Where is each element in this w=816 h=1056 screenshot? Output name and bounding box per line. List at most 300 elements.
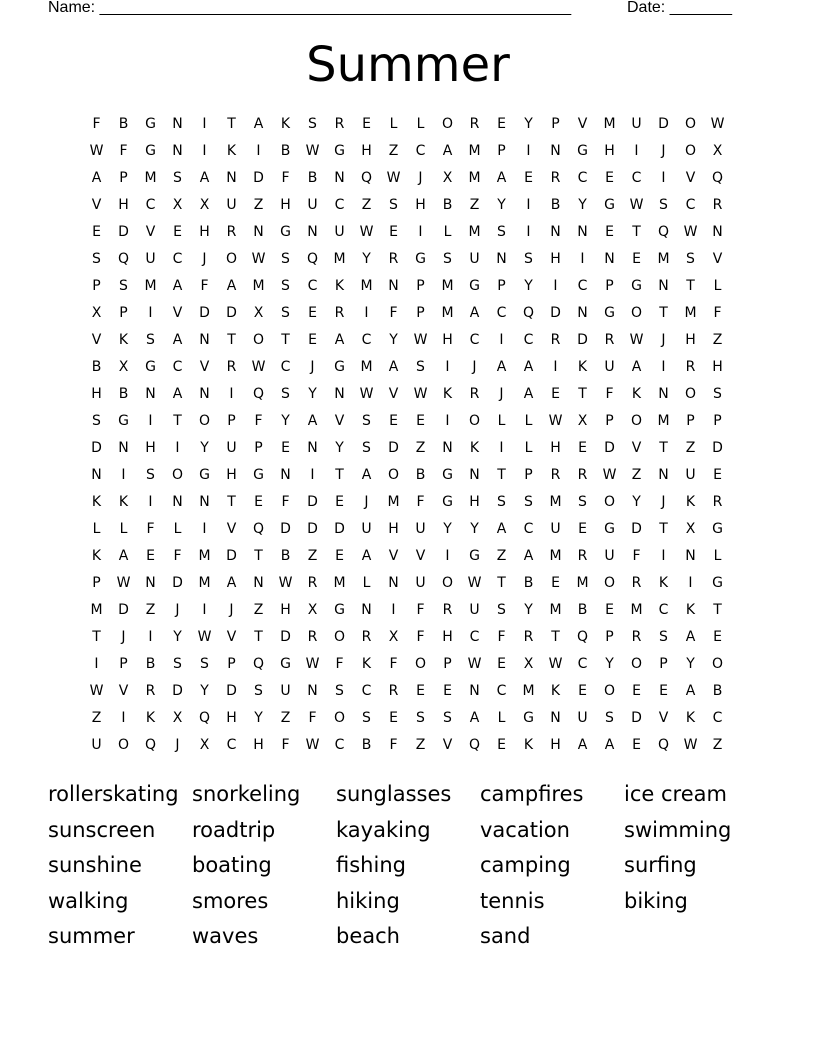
grid-letter: J bbox=[418, 170, 423, 186]
grid-letter: U bbox=[577, 710, 588, 726]
grid-letter: S bbox=[497, 602, 506, 618]
grid-row bbox=[83, 489, 731, 516]
grid-letter: W bbox=[629, 197, 644, 213]
grid-letter: A bbox=[226, 278, 237, 294]
grid-letter: O bbox=[171, 467, 184, 483]
grid-letter: C bbox=[523, 332, 534, 348]
grid-letter: G bbox=[415, 251, 426, 267]
grid-letter: V bbox=[172, 305, 183, 321]
grid-letter: A bbox=[523, 386, 534, 402]
grid-letter: I bbox=[526, 197, 531, 213]
grid-letter: S bbox=[659, 197, 668, 213]
grid-letter: D bbox=[388, 440, 399, 456]
grid-letter: Y bbox=[524, 116, 533, 132]
grid-letter: K bbox=[577, 359, 588, 375]
grid-letter: E bbox=[497, 656, 506, 672]
grid-letter: R bbox=[550, 332, 561, 348]
grid-letter: I bbox=[445, 548, 450, 564]
grid-letter: X bbox=[172, 710, 183, 726]
grid-row bbox=[83, 165, 731, 192]
grid-letter: E bbox=[173, 224, 182, 240]
grid-letter: C bbox=[577, 278, 588, 294]
grid-letter: B bbox=[577, 602, 588, 618]
grid-letter: S bbox=[92, 251, 101, 267]
grid-letter: S bbox=[362, 440, 371, 456]
grid-letter: M bbox=[468, 143, 481, 159]
grid-letter: B bbox=[307, 170, 318, 186]
grid-row bbox=[83, 597, 731, 624]
grid-letter: S bbox=[146, 332, 155, 348]
grid-letter: Q bbox=[252, 386, 265, 402]
grid-letter: I bbox=[229, 386, 234, 402]
grid-letter: W bbox=[89, 143, 104, 159]
word-bank-item: snorkeling bbox=[192, 782, 301, 806]
grid-letter: I bbox=[526, 143, 531, 159]
grid-letter: Z bbox=[685, 440, 696, 456]
grid-letter: V bbox=[91, 332, 102, 348]
grid-letter: V bbox=[118, 683, 129, 699]
grid-letter: C bbox=[469, 332, 480, 348]
grid-letter: W bbox=[359, 386, 374, 402]
grid-letter: F bbox=[119, 143, 128, 159]
grid-letter: N bbox=[604, 251, 615, 267]
header-fields bbox=[48, 0, 732, 19]
grid-letter: Y bbox=[497, 197, 506, 213]
grid-letter: W bbox=[683, 224, 698, 240]
grid-letter: A bbox=[577, 737, 588, 753]
grid-letter: W bbox=[602, 467, 617, 483]
grid-letter: I bbox=[364, 305, 369, 321]
grid-letter: J bbox=[175, 737, 180, 753]
grid-letter: H bbox=[118, 197, 129, 213]
grid-letter: V bbox=[577, 116, 588, 132]
word-bank-item: smores bbox=[192, 888, 269, 913]
grid-letter: S bbox=[578, 494, 587, 510]
grid-letter: R bbox=[577, 548, 588, 564]
grid-letter: Y bbox=[173, 629, 182, 645]
grid-letter: V bbox=[388, 548, 399, 564]
grid-letter: A bbox=[496, 521, 507, 537]
word-bank-item: biking bbox=[624, 888, 688, 913]
grid-letter: Z bbox=[712, 737, 723, 753]
grid-letter: D bbox=[631, 710, 642, 726]
grid-letter: U bbox=[415, 521, 426, 537]
grid-letter: I bbox=[445, 413, 450, 429]
word-bank-item: beach bbox=[336, 924, 400, 948]
grid-letter: S bbox=[281, 386, 290, 402]
grid-letter: L bbox=[119, 521, 128, 537]
grid-letter: A bbox=[469, 710, 480, 726]
grid-letter: F bbox=[416, 494, 425, 510]
grid-letter: L bbox=[443, 224, 452, 240]
grid-row bbox=[83, 678, 731, 705]
grid-letter: C bbox=[280, 359, 291, 375]
grid-letter: Q bbox=[522, 305, 535, 321]
grid-letter: U bbox=[469, 602, 480, 618]
grid-letter: B bbox=[361, 737, 372, 753]
grid-letter: J bbox=[202, 251, 207, 267]
grid-letter: N bbox=[658, 278, 669, 294]
grid-letter: T bbox=[281, 332, 290, 348]
grid-letter: L bbox=[713, 548, 722, 564]
grid-letter: U bbox=[280, 683, 291, 699]
grid-row bbox=[83, 111, 731, 138]
grid-letter: Y bbox=[524, 602, 533, 618]
grid-letter: T bbox=[551, 629, 560, 645]
grid-letter: B bbox=[91, 359, 102, 375]
grid-letter: M bbox=[657, 251, 670, 267]
grid-letter: C bbox=[415, 143, 426, 159]
grid-letter: J bbox=[310, 359, 315, 375]
grid-letter: R bbox=[469, 386, 480, 402]
grid-letter: D bbox=[604, 440, 615, 456]
grid-letter: R bbox=[226, 224, 237, 240]
word-bank-item: fishing bbox=[336, 853, 406, 877]
grid-letter: N bbox=[388, 278, 399, 294]
grid-letter: H bbox=[415, 197, 426, 213]
grid-letter: W bbox=[467, 575, 482, 591]
grid-letter: T bbox=[659, 440, 668, 456]
grid-letter: Z bbox=[712, 332, 723, 348]
grid-letter: M bbox=[360, 359, 373, 375]
grid-letter: A bbox=[685, 683, 696, 699]
grid-letter: I bbox=[148, 494, 153, 510]
grid-letter: F bbox=[281, 170, 290, 186]
grid-letter: F bbox=[416, 602, 425, 618]
grid-letter: A bbox=[172, 332, 183, 348]
grid-letter: X bbox=[253, 305, 264, 321]
grid-letter: C bbox=[658, 602, 669, 618]
grid-letter: I bbox=[148, 629, 153, 645]
grid-letter: G bbox=[469, 278, 480, 294]
grid-letter: H bbox=[685, 332, 696, 348]
grid-letter: E bbox=[632, 251, 641, 267]
grid-letter: C bbox=[361, 683, 372, 699]
grid-letter: E bbox=[389, 710, 398, 726]
grid-letter: C bbox=[712, 710, 723, 726]
grid-letter: H bbox=[226, 710, 237, 726]
grid-letter: V bbox=[685, 170, 696, 186]
grid-letter: K bbox=[361, 656, 372, 672]
grid-letter: K bbox=[91, 494, 102, 510]
grid-letter: H bbox=[280, 197, 291, 213]
grid-letter: T bbox=[173, 413, 182, 429]
grid-letter: I bbox=[94, 656, 99, 672]
grid-letter: T bbox=[227, 494, 236, 510]
grid-letter: E bbox=[443, 683, 452, 699]
grid-letter: S bbox=[308, 116, 317, 132]
grid-letter: M bbox=[684, 305, 697, 321]
grid-letter: D bbox=[334, 521, 345, 537]
grid-letter: B bbox=[523, 575, 534, 591]
grid-letter: E bbox=[578, 440, 587, 456]
grid-letter: N bbox=[307, 440, 318, 456]
grid-letter: I bbox=[553, 278, 558, 294]
grid-row bbox=[83, 435, 731, 462]
grid-letter: N bbox=[658, 386, 669, 402]
grid-letter: I bbox=[148, 305, 153, 321]
grid-letter: U bbox=[226, 197, 237, 213]
grid-letter: A bbox=[226, 575, 237, 591]
grid-letter: Q bbox=[144, 737, 157, 753]
grid-letter: G bbox=[145, 143, 156, 159]
grid-letter: W bbox=[305, 656, 320, 672]
grid-letter: J bbox=[661, 332, 666, 348]
grid-letter: V bbox=[226, 521, 237, 537]
grid-letter: K bbox=[442, 386, 453, 402]
grid-letter: W bbox=[197, 629, 212, 645]
grid-letter: H bbox=[145, 440, 156, 456]
grid-letter: F bbox=[389, 737, 398, 753]
word-bank-item: campfires bbox=[480, 782, 584, 806]
grid-letter: N bbox=[145, 386, 156, 402]
grid-letter: C bbox=[307, 278, 318, 294]
grid-letter: H bbox=[550, 737, 561, 753]
grid-letter: I bbox=[391, 602, 396, 618]
grid-letter: D bbox=[118, 224, 129, 240]
grid-letter: O bbox=[252, 332, 265, 348]
grid-letter: A bbox=[388, 359, 399, 375]
grid-letter: T bbox=[659, 305, 668, 321]
grid-letter: M bbox=[522, 683, 535, 699]
grid-letter: E bbox=[254, 494, 263, 510]
grid-letter: W bbox=[413, 332, 428, 348]
word-bank-item: sunscreen bbox=[48, 817, 156, 842]
grid-letter: O bbox=[441, 575, 454, 591]
grid-letter: E bbox=[335, 494, 344, 510]
grid-letter: T bbox=[254, 629, 263, 645]
grid-letter: J bbox=[499, 386, 504, 402]
grid-letter: C bbox=[631, 170, 642, 186]
name-label: Name: _____________________________________________________ bbox=[48, 0, 572, 16]
grid-letter: X bbox=[199, 737, 210, 753]
grid-letter: G bbox=[334, 143, 345, 159]
grid-letter: A bbox=[469, 305, 480, 321]
grid-letter: R bbox=[334, 305, 345, 321]
grid-letter: Z bbox=[496, 548, 507, 564]
grid-letter: H bbox=[91, 386, 102, 402]
grid-letter: M bbox=[144, 278, 157, 294]
grid-letter: G bbox=[712, 575, 723, 591]
grid-letter: B bbox=[118, 116, 129, 132]
grid-letter: S bbox=[146, 467, 155, 483]
grid-letter: M bbox=[387, 494, 400, 510]
grid-letter: P bbox=[92, 575, 101, 591]
grid-letter: I bbox=[148, 413, 153, 429]
grid-letter: R bbox=[550, 170, 561, 186]
grid-letter: R bbox=[307, 575, 318, 591]
grid-letter: X bbox=[118, 359, 129, 375]
grid-letter: T bbox=[686, 278, 695, 294]
grid-letter: N bbox=[469, 683, 480, 699]
grid-row bbox=[83, 381, 731, 408]
grid-letter: U bbox=[631, 116, 642, 132]
word-bank-item: swimming bbox=[624, 817, 732, 842]
grid-letter: Y bbox=[281, 413, 290, 429]
grid-letter: C bbox=[334, 737, 345, 753]
grid-letter: D bbox=[226, 548, 237, 564]
grid-letter: T bbox=[254, 548, 263, 564]
grid-letter: I bbox=[526, 224, 531, 240]
grid-letter: N bbox=[334, 386, 345, 402]
grid-letter: L bbox=[362, 575, 371, 591]
grid-letter: P bbox=[443, 656, 452, 672]
grid-letter: Y bbox=[470, 521, 479, 537]
grid-letter: W bbox=[251, 251, 266, 267]
grid-letter: S bbox=[200, 656, 209, 672]
grid-letter: M bbox=[198, 575, 211, 591]
grid-letter: S bbox=[389, 197, 398, 213]
grid-letter: H bbox=[361, 143, 372, 159]
grid-letter: K bbox=[334, 278, 345, 294]
grid-letter: N bbox=[469, 467, 480, 483]
grid-letter: E bbox=[524, 170, 533, 186]
grid-letter: J bbox=[175, 602, 180, 618]
grid-letter: F bbox=[146, 521, 155, 537]
grid-letter: I bbox=[121, 710, 126, 726]
grid-letter: A bbox=[685, 629, 696, 645]
grid-letter: M bbox=[657, 413, 670, 429]
grid-row bbox=[83, 192, 731, 219]
grid-letter: D bbox=[199, 305, 210, 321]
grid-letter: D bbox=[307, 494, 318, 510]
grid-letter: M bbox=[144, 170, 157, 186]
grid-letter: T bbox=[497, 575, 506, 591]
grid-letter: K bbox=[280, 116, 291, 132]
grid-letter: I bbox=[553, 359, 558, 375]
grid-letter: S bbox=[281, 278, 290, 294]
word-bank-item: sunglasses bbox=[336, 782, 452, 806]
grid-letter: T bbox=[632, 224, 641, 240]
grid-letter: I bbox=[634, 143, 639, 159]
grid-letter: F bbox=[92, 116, 101, 132]
grid-letter: Y bbox=[389, 332, 398, 348]
grid-letter: P bbox=[659, 656, 668, 672]
grid-letter: A bbox=[172, 278, 183, 294]
grid-letter: F bbox=[713, 305, 722, 321]
grid-letter: C bbox=[334, 197, 345, 213]
grid-letter: G bbox=[334, 359, 345, 375]
grid-letter: G bbox=[280, 656, 291, 672]
grid-letter: T bbox=[659, 521, 668, 537]
grid-letter: W bbox=[548, 413, 563, 429]
grid-letter: X bbox=[199, 197, 210, 213]
grid-row bbox=[83, 516, 731, 543]
grid-letter: Q bbox=[306, 251, 319, 267]
grid-letter: I bbox=[256, 143, 261, 159]
grid-letter: J bbox=[661, 494, 666, 510]
grid-letter: J bbox=[229, 602, 234, 618]
grid-letter: V bbox=[199, 359, 210, 375]
grid-letter: Y bbox=[362, 251, 371, 267]
grid-letter: C bbox=[469, 629, 480, 645]
grid-letter: F bbox=[281, 737, 290, 753]
grid-letter: Z bbox=[415, 440, 426, 456]
grid-letter: S bbox=[416, 359, 425, 375]
grid-letter: R bbox=[631, 575, 642, 591]
grid-letter: R bbox=[388, 251, 399, 267]
grid-letter: C bbox=[172, 251, 183, 267]
grid-letter: O bbox=[603, 575, 616, 591]
grid-letter: E bbox=[605, 224, 614, 240]
grid-letter: D bbox=[280, 629, 291, 645]
grid-letter: F bbox=[416, 629, 425, 645]
grid-letter: N bbox=[172, 494, 183, 510]
grid-letter: I bbox=[202, 521, 207, 537]
grid-letter: Z bbox=[307, 548, 318, 564]
grid-letter: I bbox=[202, 602, 207, 618]
grid-letter: X bbox=[388, 629, 399, 645]
grid-letter: V bbox=[91, 197, 102, 213]
grid-letter: G bbox=[442, 467, 453, 483]
grid-letter: E bbox=[497, 737, 506, 753]
grid-letter: K bbox=[685, 710, 696, 726]
grid-letter: Z bbox=[253, 197, 264, 213]
grid-letter: F bbox=[200, 278, 209, 294]
grid-letter: E bbox=[146, 548, 155, 564]
grid-letter: A bbox=[361, 467, 372, 483]
grid-letter: M bbox=[549, 494, 562, 510]
grid-row bbox=[83, 354, 731, 381]
grid-letter: R bbox=[712, 197, 723, 213]
grid-letter: N bbox=[280, 467, 291, 483]
grid-letter: S bbox=[524, 251, 533, 267]
grid-letter: P bbox=[119, 656, 128, 672]
grid-letter: K bbox=[685, 602, 696, 618]
grid-letter: N bbox=[172, 116, 183, 132]
grid-letter: C bbox=[685, 197, 696, 213]
page-title: Summer bbox=[306, 37, 510, 93]
grid-letter: L bbox=[497, 710, 506, 726]
grid-letter: G bbox=[199, 467, 210, 483]
word-bank-item: summer bbox=[48, 924, 135, 948]
grid-letter: S bbox=[686, 251, 695, 267]
grid-letter: H bbox=[550, 251, 561, 267]
grid-letter: G bbox=[118, 413, 129, 429]
grid-letter: F bbox=[632, 548, 641, 564]
grid-letter: Z bbox=[280, 710, 291, 726]
word-bank-item: hiking bbox=[336, 888, 400, 913]
grid-letter: N bbox=[658, 467, 669, 483]
grid-letter: A bbox=[496, 170, 507, 186]
grid-letter: W bbox=[683, 737, 698, 753]
grid-letter: W bbox=[548, 656, 563, 672]
grid-letter: P bbox=[605, 278, 614, 294]
grid-letter: Q bbox=[252, 656, 265, 672]
date-label: Date: _______ bbox=[627, 0, 732, 16]
grid-letter: P bbox=[524, 467, 533, 483]
grid-letter: Y bbox=[578, 197, 587, 213]
grid-letter: P bbox=[605, 629, 614, 645]
grid-letter: K bbox=[118, 494, 129, 510]
grid-letter: Y bbox=[632, 494, 641, 510]
grid-letter: S bbox=[443, 710, 452, 726]
grid-letter: S bbox=[524, 494, 533, 510]
grid-letter: D bbox=[280, 521, 291, 537]
grid-letter: A bbox=[442, 143, 453, 159]
grid-letter: R bbox=[577, 467, 588, 483]
grid-letter: A bbox=[523, 548, 534, 564]
grid-letter: V bbox=[415, 548, 426, 564]
grid-letter: I bbox=[661, 548, 666, 564]
grid-letter: F bbox=[254, 413, 263, 429]
grid-letter: R bbox=[631, 629, 642, 645]
grid-letter: U bbox=[334, 224, 345, 240]
grid-letter: W bbox=[305, 143, 320, 159]
grid-letter: Q bbox=[117, 251, 130, 267]
grid-letter: F bbox=[605, 386, 614, 402]
grid-letter: I bbox=[445, 359, 450, 375]
